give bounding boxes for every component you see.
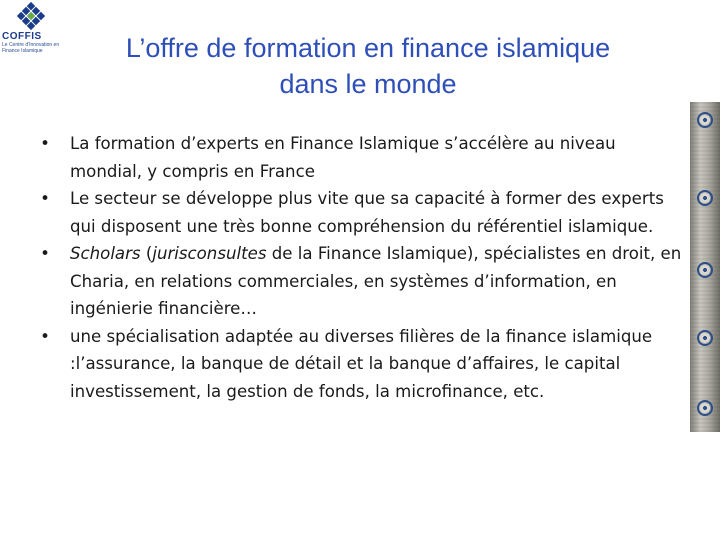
bullet-text [70,244,681,318]
bullet-icon: • [40,326,50,346]
ornament-icon [697,112,713,128]
logo-brand: COFFIS [2,31,42,42]
logo-tagline: Le Centre d'Innovation en Finance Islamique [2,42,60,54]
bullet-list [38,130,683,405]
list-item [38,185,683,240]
ornament-icon [697,262,713,278]
bullet-text: Le secteur se développe plus vite que sa capacité à former des experts qui disposent une très bonne compréhension du référentiel islamique. [70,189,664,236]
ornament-icon [697,330,713,346]
bullet-icon: • [40,244,50,263]
bullet-text: La formation d’experts en Finance Islamique s’accélère au niveau mondial, y compris en France [70,134,616,181]
bullet-icon: • [40,189,50,208]
scholars-term: Scholars [70,244,141,263]
bullet-text-rest: de la Finance Islamique), spécialistes en droit, en Charia, en relations commerciales, en systèmes d’information, en ingénierie financière… [70,244,682,318]
list-item [38,240,683,323]
coffis-logo [2,0,60,64]
ornament-icon [697,400,713,416]
bullet-icon: • [40,134,50,153]
title-line-2: dans le monde [279,69,457,99]
list-item [38,323,683,406]
paren-open: ( [140,244,153,263]
list-item [38,130,683,185]
decorative-border-strip [690,102,720,432]
jurisconsultes-term: jurisconsultes [152,244,267,263]
bullet-text: une spécialisation adaptée au diverses filières de la finance islamique :l’assurance, la banque de détail et la banque d’affaires, le capital investissement, la gestion de fonds, la microfinance, etc. [70,326,653,401]
title-line-1: L’offre de formation en finance islamique [125,33,611,63]
ornament-icon [697,190,713,206]
slide-title [78,30,658,102]
logo-grid-icon [2,0,60,32]
